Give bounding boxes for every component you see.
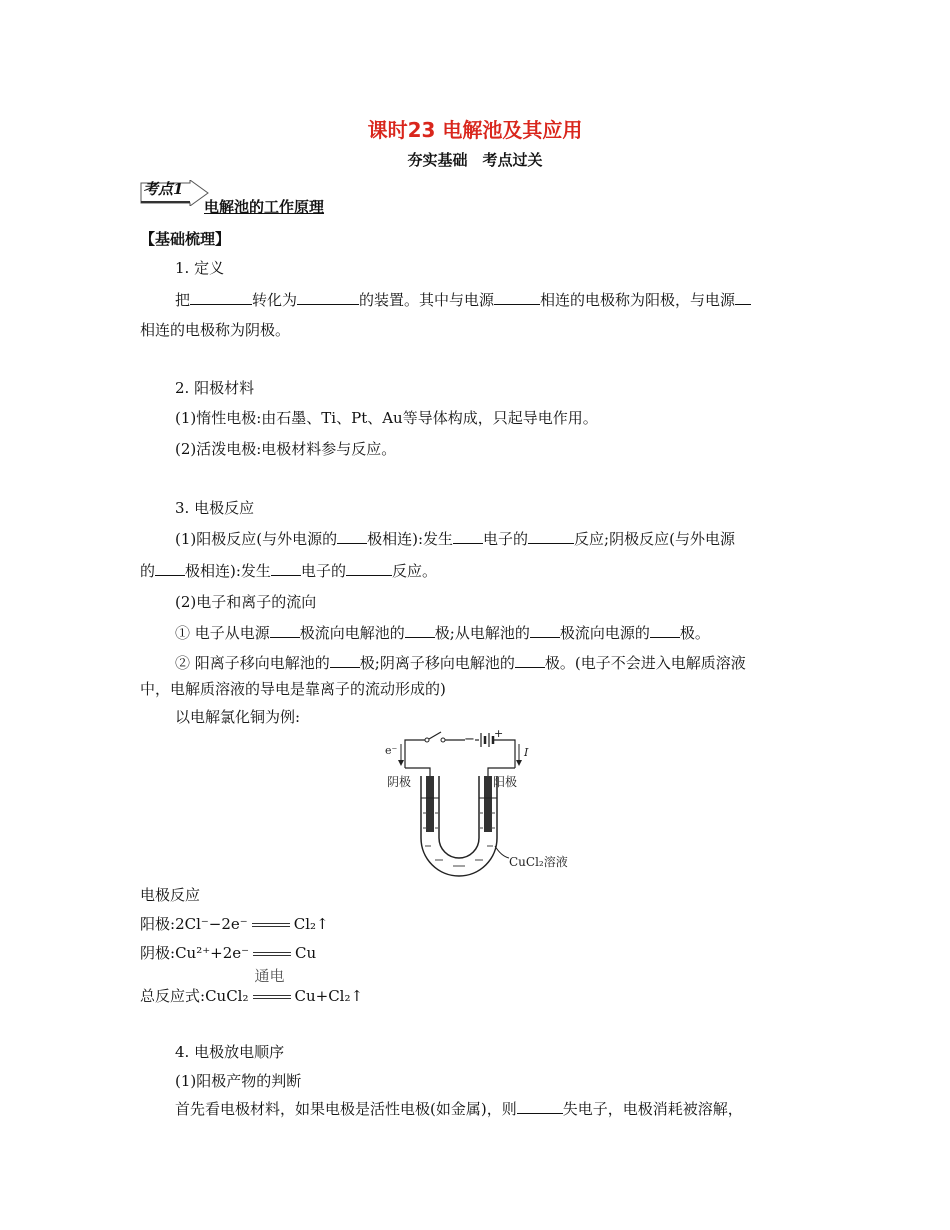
solution-label: CuCl₂溶液: [509, 855, 568, 869]
blank[interactable]: [155, 561, 185, 576]
switch-icon: [429, 732, 441, 739]
blank[interactable]: [346, 561, 392, 576]
electrolysis-figure: [385, 728, 585, 882]
s4-line1: 首先看电极材料，如果电极是活性电极(如金属)，则 失电子，电极消耗被溶解，: [175, 1100, 743, 1118]
kaodian-heading: 电解池的工作原理: [204, 198, 325, 216]
blank[interactable]: [528, 529, 574, 544]
blank[interactable]: [330, 653, 360, 668]
s3-line3: (2)电子和离子的流向: [175, 593, 317, 611]
s3-line6: 中，电解质溶液的导电是靠离子的流动形成的): [140, 680, 446, 698]
s3-line1: (1)阳极反应(与外电源的 极相连):发生 电子的 反应;阴极反应(与外电源: [175, 530, 735, 548]
battery-minus: −: [464, 732, 475, 747]
s4-heading: 4. 电极放电顺序: [175, 1043, 285, 1061]
s4-item1: (1)阳极产物的判断: [175, 1072, 302, 1090]
blank[interactable]: [297, 290, 359, 305]
section-label: 【基础梳理】: [140, 230, 231, 248]
equals-icon: [249, 943, 295, 963]
kaodian-label: 考点1: [143, 180, 184, 198]
blank[interactable]: [270, 623, 300, 638]
s2-heading: 2. 阳极材料: [175, 379, 255, 397]
equals-icon: [249, 967, 295, 1006]
blank[interactable]: [271, 561, 301, 576]
blank[interactable]: [494, 290, 540, 305]
blank[interactable]: [735, 290, 751, 305]
reactions-heading: 电极反应: [140, 886, 201, 904]
current-label: I: [524, 746, 529, 759]
s3-line2: 的 极相连):发生 电子的 反应。: [140, 562, 437, 580]
battery-plus: +: [494, 728, 504, 740]
s3-heading: 3. 电极反应: [175, 499, 255, 517]
equals-icon: [248, 914, 294, 934]
blank[interactable]: [405, 623, 435, 638]
blank[interactable]: [515, 653, 545, 668]
s1-line2: 相连的电极称为阴极。: [140, 321, 291, 339]
s2-item1: (1)惰性电极:由石墨、Ti、Pt、Au等导体构成，只起导电作用。: [175, 409, 598, 427]
arrow-down-icon: [398, 760, 404, 766]
electrolysis-condition: 通电: [254, 967, 285, 985]
cathode-reaction: 阴极:Cu²⁺+2e⁻ Cu: [140, 944, 317, 962]
kaodian-badge: [140, 180, 210, 210]
cathode-rod: [426, 776, 434, 832]
s3-line5: ② 阳离子移向电解池的 极;阴离子移向电解池的 极。(电子不会进入电解质溶液: [175, 654, 746, 672]
blank[interactable]: [453, 529, 483, 544]
s3-line4: ① 电子从电源 极流向电解池的 极;从电解池的 极流向电源的 极。: [175, 624, 710, 642]
page-subtitle: 夯实基础 考点过关: [407, 151, 543, 169]
blank[interactable]: [517, 1099, 563, 1114]
anode-reaction: 阳极:2Cl⁻−2e⁻ Cl₂↑: [140, 915, 329, 933]
blank[interactable]: [190, 290, 252, 305]
blank[interactable]: [650, 623, 680, 638]
blank[interactable]: [337, 529, 367, 544]
s1-heading: 1. 定义: [175, 259, 225, 277]
anode-label: 阳极: [493, 775, 518, 789]
s3-line7: 以电解氯化铜为例:: [175, 708, 301, 726]
total-reaction: 总反应式:CuCl₂ 通电 Cu+Cl₂↑: [140, 967, 364, 1005]
electrolysis-diagram: [385, 728, 585, 878]
s1-line1: 把 转化为 的装置。其中与电源 相连的电极称为阳极，与电源: [175, 290, 751, 310]
s2-item2: (2)活泼电极:电极材料参与反应。: [175, 440, 397, 458]
blank[interactable]: [530, 623, 560, 638]
anode-rod: [484, 776, 492, 832]
page-title: 课时23 电解池及其应用: [367, 118, 583, 142]
cathode-label: 阴极: [387, 775, 412, 789]
arrow-down-icon: [516, 760, 522, 766]
electron-label: e⁻: [385, 744, 398, 757]
